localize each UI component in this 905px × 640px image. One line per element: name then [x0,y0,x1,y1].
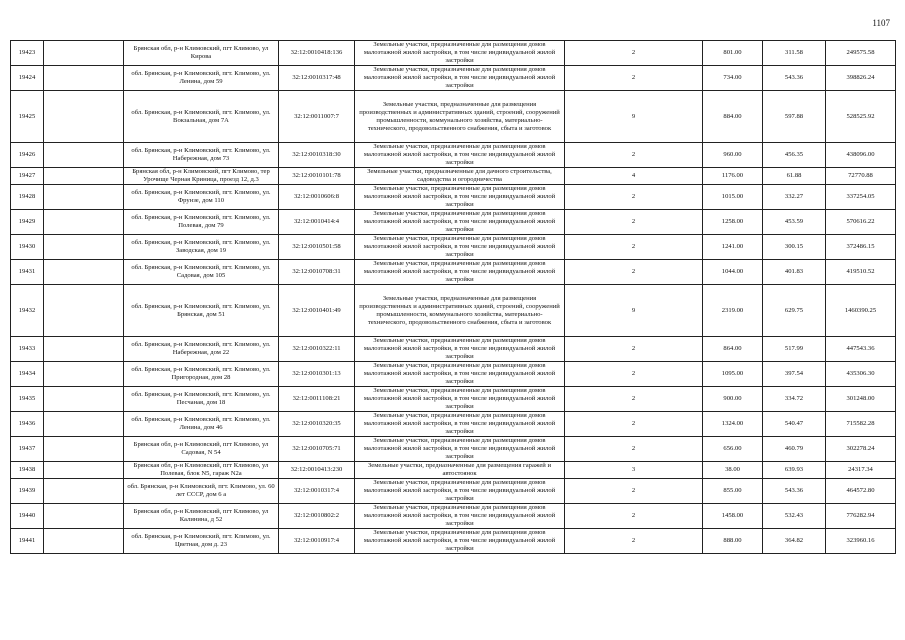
category-cell: 2 [565,387,703,412]
area-cell: 38.00 [703,462,763,479]
permitted-use-cell: Земельные участки, предназначенные для размещения домов малоэтажной жилой застройки, в том числе индивидуальной жилой застройки [355,479,565,504]
empty-cell [44,387,124,412]
table-row [11,210,896,235]
address-cell: обл. Брянская, р-н Климовский, пгт. Климово, ул. Ленина, дом 46 [124,412,279,437]
cadastral-value-cell: 323960.16 [826,529,896,554]
cadastral-value-cell: 464572.80 [826,479,896,504]
unit-price-cell: 300.15 [763,235,826,260]
table-row [11,412,896,437]
unit-price-cell: 456.35 [763,143,826,168]
cadastral-value-cell: 24317.34 [826,462,896,479]
permitted-use-cell: Земельные участки, предназначенные для размещения домов малоэтажной жилой застройки, в том числе индивидуальной жилой застройки [355,210,565,235]
permitted-use-cell: Земельные участки, предназначенные для размещения домов малоэтажной жилой застройки, в том числе индивидуальной жилой застройки [355,185,565,210]
row-number-cell: 19437 [11,437,44,462]
permitted-use-cell: Земельные участки, предназначенные для размещения производственных и административных зданий, строений, сооружений промышленности, коммунального хозяйства, материально-технического, продовольственного снабжения, сбыта и заготовок [355,91,565,143]
cadastral-number-cell: 32:12:0010708:31 [279,260,355,285]
cadastral-value-cell: 302278.24 [826,437,896,462]
area-cell: 1241.00 [703,235,763,260]
cadastral-value-cell: 372486.15 [826,235,896,260]
area-cell: 734.00 [703,66,763,91]
cadastral-number-cell: 32:12:0010418:136 [279,41,355,66]
table-row [11,337,896,362]
cadastral-number-cell: 32:12:0010802:2 [279,504,355,529]
permitted-use-cell: Земельные участки, предназначенные для размещения домов малоэтажной жилой застройки, в том числе индивидуальной жилой застройки [355,387,565,412]
permitted-use-cell: Земельные участки, предназначенные для размещения домов малоэтажной жилой застройки, в том числе индивидуальной жилой застройки [355,143,565,168]
table-row [11,479,896,504]
cadastral-number-cell: 32:12:0010320:35 [279,412,355,437]
table-row [11,504,896,529]
cadastral-value-cell: 1460390.25 [826,285,896,337]
unit-price-cell: 61.88 [763,168,826,185]
area-cell: 864.00 [703,337,763,362]
cadastral-number-cell: 32:12:0010501:58 [279,235,355,260]
row-number-cell: 19425 [11,91,44,143]
cadastral-value-cell: 435306.30 [826,362,896,387]
area-cell: 1015.00 [703,185,763,210]
category-cell: 2 [565,437,703,462]
category-cell: 2 [565,185,703,210]
category-cell: 9 [565,91,703,143]
area-cell: 900.00 [703,387,763,412]
land-registry-table [10,40,896,554]
address-cell: обл. Брянская, р-н Климовский, пгт. Климово, ул. Цветная, дом д. 23 [124,529,279,554]
cadastral-value-cell: 301248.00 [826,387,896,412]
cadastral-number-cell: 32:12:0010606:8 [279,185,355,210]
empty-cell [44,168,124,185]
empty-cell [44,143,124,168]
address-cell: обл. Брянская, р-н Климовский, пгт. Климово, ул. Заводская, дом 19 [124,235,279,260]
category-cell: 3 [565,462,703,479]
row-number-cell: 19440 [11,504,44,529]
row-number-cell: 19423 [11,41,44,66]
area-cell: 1258.00 [703,210,763,235]
row-number-cell: 19431 [11,260,44,285]
row-number-cell: 19441 [11,529,44,554]
address-cell: обл. Брянская, р-н Климовский, пгт. Климово, ул. Брянская, дом 51 [124,285,279,337]
cadastral-number-cell: 32:12:0010705:71 [279,437,355,462]
cadastral-value-cell: 438096.00 [826,143,896,168]
area-cell: 884.00 [703,91,763,143]
table-row [11,235,896,260]
empty-cell [44,91,124,143]
category-cell: 4 [565,168,703,185]
permitted-use-cell: Земельные участки, предназначенные для размещения домов малоэтажной жилой застройки, в том числе индивидуальной жилой застройки [355,437,565,462]
empty-cell [44,479,124,504]
unit-price-cell: 397.54 [763,362,826,387]
row-number-cell: 19427 [11,168,44,185]
permitted-use-cell: Земельные участки, предназначенные для размещения домов малоэтажной жилой застройки, в том числе индивидуальной жилой застройки [355,504,565,529]
empty-cell [44,437,124,462]
cadastral-value-cell: 337254.05 [826,185,896,210]
area-cell: 960.00 [703,143,763,168]
cadastral-value-cell: 398826.24 [826,66,896,91]
cadastral-value-cell: 528525.92 [826,91,896,143]
category-cell: 2 [565,235,703,260]
permitted-use-cell: Земельные участки, предназначенные для размещения гаражей и автостоянок [355,462,565,479]
empty-cell [44,66,124,91]
unit-price-cell: 543.36 [763,66,826,91]
row-number-cell: 19426 [11,143,44,168]
address-cell: Брянская обл, р-н Климовский, пгт Климово, ул Полевая, блок N5, гараж N2а [124,462,279,479]
category-cell: 2 [565,210,703,235]
row-number-cell: 19436 [11,412,44,437]
address-cell: обл. Брянская, р-н Климовский, пгт. Климово, ул. 60 лет СССР, дом 6 а [124,479,279,504]
unit-price-cell: 460.79 [763,437,826,462]
permitted-use-cell: Земельные участки, предназначенные для размещения домов малоэтажной жилой застройки, в том числе индивидуальной жилой застройки [355,529,565,554]
table-row [11,91,896,143]
permitted-use-cell: Земельные участки, предназначенные для размещения домов малоэтажной жилой застройки, в том числе индивидуальной жилой застройки [355,337,565,362]
unit-price-cell: 540.47 [763,412,826,437]
area-cell: 1044.00 [703,260,763,285]
row-number-cell: 19430 [11,235,44,260]
category-cell: 2 [565,260,703,285]
area-cell: 656.00 [703,437,763,462]
address-cell: Брянская обл, р-н Климовский, пгт Климово, ул Калинина, д 52 [124,504,279,529]
area-cell: 1176.00 [703,168,763,185]
unit-price-cell: 453.59 [763,210,826,235]
cadastral-number-cell: 32:12:0010318:30 [279,143,355,168]
area-cell: 888.00 [703,529,763,554]
table-row [11,260,896,285]
cadastral-number-cell: 32:12:0010101:78 [279,168,355,185]
table-row [11,143,896,168]
area-cell: 2319.00 [703,285,763,337]
empty-cell [44,41,124,66]
empty-cell [44,529,124,554]
unit-price-cell: 364.82 [763,529,826,554]
row-number-cell: 19435 [11,387,44,412]
area-cell: 801.00 [703,41,763,66]
area-cell: 855.00 [703,479,763,504]
unit-price-cell: 543.36 [763,479,826,504]
row-number-cell: 19434 [11,362,44,387]
table-row [11,285,896,337]
cadastral-value-cell: 419510.52 [826,260,896,285]
empty-cell [44,362,124,387]
permitted-use-cell: Земельные участки, предназначенные для размещения домов малоэтажной жилой застройки, в том числе индивидуальной жилой застройки [355,66,565,91]
address-cell: Брянская обл, р-н Климовский, пгт Климово, ул Садовая, N 54 [124,437,279,462]
cadastral-number-cell: 32:12:0010317:4 [279,479,355,504]
unit-price-cell: 532.43 [763,504,826,529]
empty-cell [44,285,124,337]
cadastral-number-cell: 32:12:0010322:11 [279,337,355,362]
address-cell: Брянская обл, р-н Климовский, пгт Климово, тер Урочище Черная Криница, проезд 12, д.3 [124,168,279,185]
address-cell: обл. Брянская, р-н Климовский, пгт. Климово, ул. Песчаная, дом 18 [124,387,279,412]
cadastral-number-cell: 32:12:0010917:4 [279,529,355,554]
category-cell: 9 [565,285,703,337]
category-cell: 2 [565,66,703,91]
table-row [11,168,896,185]
category-cell: 2 [565,41,703,66]
table-row [11,362,896,387]
cadastral-number-cell: 32:12:0010414:4 [279,210,355,235]
cadastral-value-cell: 72770.88 [826,168,896,185]
category-cell: 2 [565,362,703,387]
table-body [11,41,896,554]
empty-cell [44,260,124,285]
cadastral-number-cell: 32:12:0010413:230 [279,462,355,479]
permitted-use-cell: Земельные участки, предназначенные для размещения домов малоэтажной жилой застройки, в том числе индивидуальной жилой застройки [355,235,565,260]
unit-price-cell: 332.27 [763,185,826,210]
page-number: 1107 [872,18,890,28]
unit-price-cell: 597.88 [763,91,826,143]
category-cell: 2 [565,479,703,504]
table-row [11,66,896,91]
address-cell: обл. Брянская, р-н Климовский, пгт. Климово, ул. Пригородная, дом 28 [124,362,279,387]
area-cell: 1095.00 [703,362,763,387]
unit-price-cell: 401.83 [763,260,826,285]
unit-price-cell: 629.75 [763,285,826,337]
row-number-cell: 19438 [11,462,44,479]
cadastral-value-cell: 776282.94 [826,504,896,529]
row-number-cell: 19433 [11,337,44,362]
permitted-use-cell: Земельные участки, предназначенные для дачного строительства, садоводства и огородничества [355,168,565,185]
row-number-cell: 19428 [11,185,44,210]
address-cell: обл. Брянская, р-н Климовский, пгт. Климово, ул. Вокзальная, дом 7А [124,91,279,143]
category-cell: 2 [565,504,703,529]
area-cell: 1324.00 [703,412,763,437]
cadastral-value-cell: 715582.28 [826,412,896,437]
row-number-cell: 19429 [11,210,44,235]
unit-price-cell: 639.93 [763,462,826,479]
cadastral-number-cell: 32:12:0010401:49 [279,285,355,337]
address-cell: обл. Брянская, р-н Климовский, пгт. Климово, ул. Полевая, дом 79 [124,210,279,235]
empty-cell [44,337,124,362]
permitted-use-cell: Земельные участки, предназначенные для размещения домов малоэтажной жилой застройки, в том числе индивидуальной жилой застройки [355,41,565,66]
empty-cell [44,185,124,210]
cadastral-value-cell: 447543.36 [826,337,896,362]
permitted-use-cell: Земельные участки, предназначенные для размещения домов малоэтажной жилой застройки, в том числе индивидуальной жилой застройки [355,412,565,437]
table-row [11,529,896,554]
empty-cell [44,462,124,479]
permitted-use-cell: Земельные участки, предназначенные для размещения домов малоэтажной жилой застройки, в том числе индивидуальной жилой застройки [355,362,565,387]
category-cell: 2 [565,529,703,554]
category-cell: 2 [565,143,703,168]
permitted-use-cell: Земельные участки, предназначенные для размещения производственных и административных зданий, строений, сооружений промышленности, коммунального хозяйства, материально-технического, продовольственного снабжения, сбыта и заготовок [355,285,565,337]
category-cell: 2 [565,412,703,437]
unit-price-cell: 517.99 [763,337,826,362]
address-cell: обл. Брянская, р-н Климовский, пгт. Климово, ул. Набережная, дом 22 [124,337,279,362]
empty-cell [44,235,124,260]
unit-price-cell: 334.72 [763,387,826,412]
cadastral-value-cell: 570616.22 [826,210,896,235]
address-cell: обл. Брянская, р-н Климовский, пгт. Климово, ул. Садовая, дом 105 [124,260,279,285]
empty-cell [44,210,124,235]
address-cell: обл. Брянская, р-н Климовский, пгт. Климово, ул. Набережная, дом 73 [124,143,279,168]
permitted-use-cell: Земельные участки, предназначенные для размещения домов малоэтажной жилой застройки, в том числе индивидуальной жилой застройки [355,260,565,285]
row-number-cell: 19439 [11,479,44,504]
table-row [11,462,896,479]
address-cell: обл. Брянская, р-н Климовский, пгт. Климово, ул. Ленина, дом 59 [124,66,279,91]
cadastral-value-cell: 249575.58 [826,41,896,66]
table-row [11,437,896,462]
table-row [11,387,896,412]
unit-price-cell: 311.58 [763,41,826,66]
address-cell: Брянская обл, р-н Климовский, пгт Климово, ул Кирова [124,41,279,66]
cadastral-number-cell: 32:12:0010301:13 [279,362,355,387]
table-row [11,185,896,210]
row-number-cell: 19432 [11,285,44,337]
row-number-cell: 19424 [11,66,44,91]
cadastral-number-cell: 32:12:0011108:21 [279,387,355,412]
address-cell: обл. Брянская, р-н Климовский, пгт. Климово, ул. Фрунзе, дом 110 [124,185,279,210]
cadastral-number-cell: 32:12:0011007:7 [279,91,355,143]
category-cell: 2 [565,337,703,362]
empty-cell [44,504,124,529]
table-row [11,41,896,66]
cadastral-number-cell: 32:12:0010317:48 [279,66,355,91]
empty-cell [44,412,124,437]
area-cell: 1458.00 [703,504,763,529]
